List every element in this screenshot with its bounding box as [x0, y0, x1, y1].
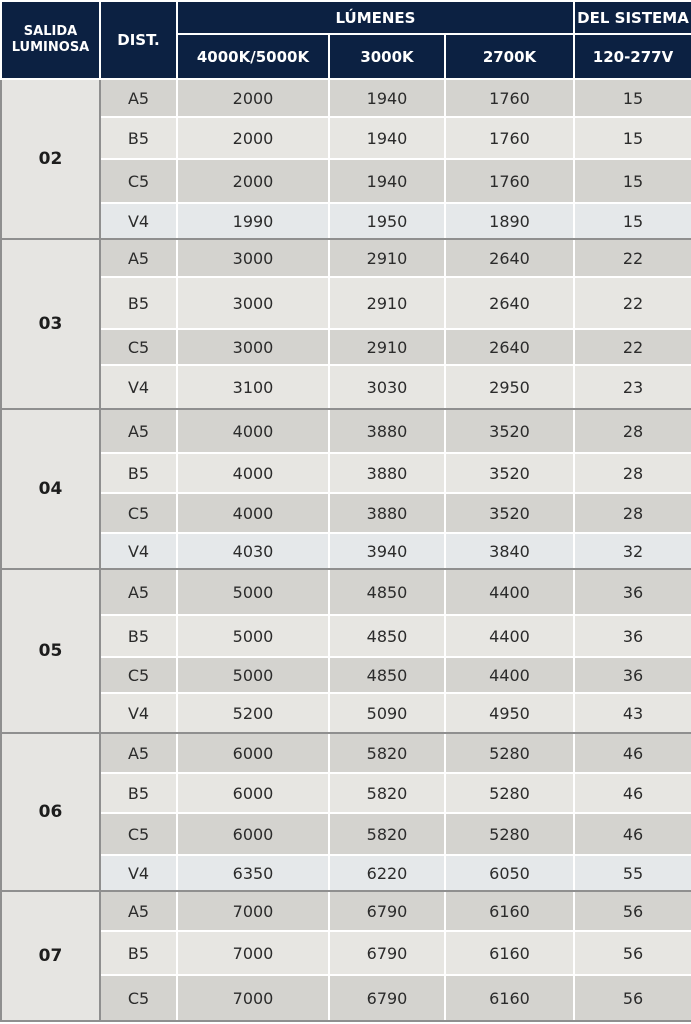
lumen-2700k-cell: 5280: [445, 773, 574, 813]
system-watts-cell: 15: [574, 117, 691, 159]
dist-cell: A5: [100, 891, 177, 931]
lumen-2700k-cell: 6160: [445, 975, 574, 1021]
table-row: [1, 813, 691, 855]
lumen-3000k-cell: 2910: [329, 277, 445, 329]
lumen-2700k-cell: 5280: [445, 733, 574, 773]
lumen-2700k-cell: 2640: [445, 239, 574, 277]
system-watts-cell: 56: [574, 891, 691, 931]
dist-cell: V4: [100, 365, 177, 409]
header-col-2700k: 2700K: [445, 34, 574, 79]
dist-cell: A5: [100, 409, 177, 453]
lumen-3000k-cell: 2910: [329, 329, 445, 365]
system-watts-cell: 22: [574, 239, 691, 277]
table-row: [1, 365, 691, 409]
lumen-4000k-cell: 6000: [177, 813, 329, 855]
group-label: 03: [1, 239, 100, 409]
dist-cell: V4: [100, 693, 177, 733]
lumen-3000k-cell: 3030: [329, 365, 445, 409]
dist-cell: B5: [100, 117, 177, 159]
lumen-4000k-cell: 3000: [177, 277, 329, 329]
lumen-4000k-cell: 4000: [177, 453, 329, 493]
lumen-3000k-cell: 3880: [329, 493, 445, 533]
table-row: [1, 855, 691, 891]
system-watts-cell: 43: [574, 693, 691, 733]
lumen-3000k-cell: 1940: [329, 79, 445, 117]
lumen-2700k-cell: 4400: [445, 569, 574, 615]
lumen-4000k-cell: 2000: [177, 159, 329, 203]
system-watts-cell: 56: [574, 931, 691, 975]
dist-cell: A5: [100, 79, 177, 117]
system-watts-cell: 36: [574, 657, 691, 693]
dist-cell: V4: [100, 533, 177, 569]
lumen-4000k-cell: 6000: [177, 733, 329, 773]
group-label: 05: [1, 569, 100, 733]
lumen-3000k-cell: 4850: [329, 569, 445, 615]
lumen-2700k-cell: 3520: [445, 493, 574, 533]
table-row: [1, 693, 691, 733]
system-watts-cell: 15: [574, 159, 691, 203]
system-watts-cell: 36: [574, 569, 691, 615]
table-row: [1, 409, 691, 453]
system-watts-cell: 15: [574, 203, 691, 239]
dist-cell: C5: [100, 813, 177, 855]
group-label: 07: [1, 891, 100, 1021]
dist-cell: B5: [100, 615, 177, 657]
lumen-3000k-cell: 6790: [329, 975, 445, 1021]
table-row: [1, 891, 691, 931]
table-body: [1, 79, 691, 1021]
group-label: 06: [1, 733, 100, 891]
system-watts-cell: 32: [574, 533, 691, 569]
lumen-3000k-cell: 2910: [329, 239, 445, 277]
table-row: [1, 533, 691, 569]
dist-cell: V4: [100, 855, 177, 891]
dist-cell: C5: [100, 975, 177, 1021]
table-row: [1, 773, 691, 813]
lumen-3000k-cell: 1950: [329, 203, 445, 239]
system-watts-cell: 28: [574, 453, 691, 493]
table-row: [1, 453, 691, 493]
lumen-2700k-cell: 2950: [445, 365, 574, 409]
lumen-4000k-cell: 7000: [177, 891, 329, 931]
system-watts-cell: 28: [574, 493, 691, 533]
lumen-2700k-cell: 6050: [445, 855, 574, 891]
dist-cell: C5: [100, 159, 177, 203]
dist-cell: B5: [100, 931, 177, 975]
table-row: [1, 657, 691, 693]
dist-cell: A5: [100, 569, 177, 615]
lumen-3000k-cell: 3940: [329, 533, 445, 569]
lumen-4000k-cell: 3000: [177, 329, 329, 365]
system-watts-cell: 15: [574, 79, 691, 117]
lumen-4000k-cell: 7000: [177, 931, 329, 975]
header-col-voltage: 120-277V: [574, 34, 691, 79]
lumen-2700k-cell: 1890: [445, 203, 574, 239]
lumen-2700k-cell: 1760: [445, 159, 574, 203]
dist-cell: A5: [100, 733, 177, 773]
lumen-4000k-cell: 4030: [177, 533, 329, 569]
lumen-4000k-cell: 4000: [177, 493, 329, 533]
lumen-3000k-cell: 6220: [329, 855, 445, 891]
lumen-4000k-cell: 4000: [177, 409, 329, 453]
lumen-4000k-cell: 3000: [177, 239, 329, 277]
header-salida-luminosa: SALIDA LUMINOSA: [1, 1, 100, 79]
system-watts-cell: 28: [574, 409, 691, 453]
lumen-2700k-cell: 3520: [445, 409, 574, 453]
lumen-4000k-cell: 1990: [177, 203, 329, 239]
table-row: [1, 239, 691, 277]
lumen-3000k-cell: 5820: [329, 733, 445, 773]
lumen-3000k-cell: 6790: [329, 931, 445, 975]
table-row: [1, 277, 691, 329]
table-row: [1, 569, 691, 615]
system-watts-cell: 36: [574, 615, 691, 657]
lumen-3000k-cell: 4850: [329, 615, 445, 657]
lumen-2700k-cell: 6160: [445, 891, 574, 931]
lumen-4000k-cell: 7000: [177, 975, 329, 1021]
system-watts-cell: 56: [574, 975, 691, 1021]
system-watts-cell: 22: [574, 329, 691, 365]
lumen-4000k-cell: 2000: [177, 79, 329, 117]
lumen-4000k-cell: 5000: [177, 615, 329, 657]
dist-cell: C5: [100, 657, 177, 693]
lumen-3000k-cell: 5090: [329, 693, 445, 733]
lumen-4000k-cell: 6350: [177, 855, 329, 891]
lumen-2700k-cell: 3840: [445, 533, 574, 569]
system-watts-cell: 23: [574, 365, 691, 409]
lumen-2700k-cell: 1760: [445, 117, 574, 159]
lumen-3000k-cell: 4850: [329, 657, 445, 693]
table-row: [1, 493, 691, 533]
table-row: [1, 615, 691, 657]
table-row: [1, 329, 691, 365]
lumen-2700k-cell: 6160: [445, 931, 574, 975]
header-col-3000k: 3000K: [329, 34, 445, 79]
lumen-3000k-cell: 3880: [329, 409, 445, 453]
header-col-4000k: 4000K/5000K: [177, 34, 329, 79]
dist-cell: B5: [100, 277, 177, 329]
header-dist: DIST.: [100, 1, 177, 79]
system-watts-cell: 46: [574, 733, 691, 773]
lumen-2700k-cell: 1760: [445, 79, 574, 117]
dist-cell: C5: [100, 493, 177, 533]
dist-cell: A5: [100, 239, 177, 277]
lumen-4000k-cell: 5200: [177, 693, 329, 733]
lumen-4000k-cell: 3100: [177, 365, 329, 409]
table-row: [1, 931, 691, 975]
dist-cell: B5: [100, 773, 177, 813]
lumen-3000k-cell: 5820: [329, 813, 445, 855]
lumen-2700k-cell: 4950: [445, 693, 574, 733]
system-watts-cell: 46: [574, 813, 691, 855]
table-row: [1, 975, 691, 1021]
lumen-4000k-cell: 5000: [177, 569, 329, 615]
group-label: 04: [1, 409, 100, 569]
lumen-3000k-cell: 1940: [329, 159, 445, 203]
lumen-3000k-cell: 1940: [329, 117, 445, 159]
header-lumenes: LÚMENES: [177, 1, 574, 34]
group-label: 02: [1, 79, 100, 239]
table-row: [1, 117, 691, 159]
system-watts-cell: 55: [574, 855, 691, 891]
lumen-3000k-cell: 6790: [329, 891, 445, 931]
lumen-2700k-cell: 5280: [445, 813, 574, 855]
lumen-2700k-cell: 2640: [445, 277, 574, 329]
lumen-4000k-cell: 5000: [177, 657, 329, 693]
lumen-2700k-cell: 3520: [445, 453, 574, 493]
lumen-3000k-cell: 3880: [329, 453, 445, 493]
lumen-2700k-cell: 4400: [445, 657, 574, 693]
table-row: [1, 159, 691, 203]
lumen-4000k-cell: 6000: [177, 773, 329, 813]
lumen-3000k-cell: 5820: [329, 773, 445, 813]
lumen-2700k-cell: 4400: [445, 615, 574, 657]
table-row: [1, 203, 691, 239]
system-watts-cell: 46: [574, 773, 691, 813]
table-row: [1, 733, 691, 773]
header-del-sistema: DEL SISTEMA: [574, 1, 691, 34]
lumen-2700k-cell: 2640: [445, 329, 574, 365]
table-row: [1, 79, 691, 117]
dist-cell: V4: [100, 203, 177, 239]
dist-cell: B5: [100, 453, 177, 493]
dist-cell: C5: [100, 329, 177, 365]
system-watts-cell: 22: [574, 277, 691, 329]
lumen-4000k-cell: 2000: [177, 117, 329, 159]
